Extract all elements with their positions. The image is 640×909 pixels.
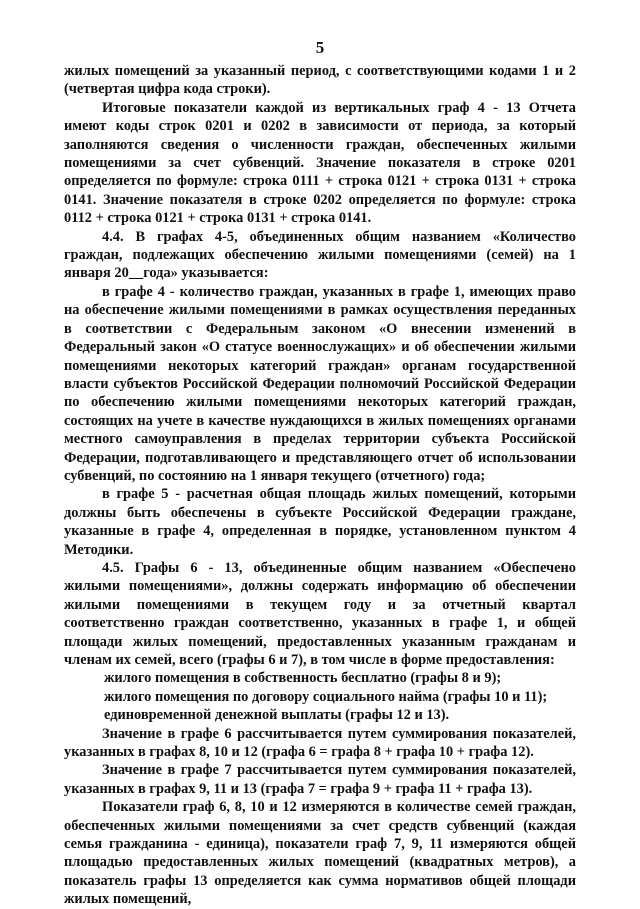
document-body — [64, 62, 576, 909]
paragraph-section-4-5: 4.5. Графы 6 - 13, объединенные общим названием «Обеспечено жилыми помещениями», должны содержать информацию об обеспечении жилыми помещениями в текущем году и за отчетный квартал соответственно граждан соответственно, указанных в графе 1, и общей площади жилых помещений, предоставленных указанным гражданам и членам их семей, всего (графы 6 и 7), в том числе в форме предоставления: — [64, 559, 576, 668]
provision-forms-list — [64, 669, 576, 724]
paragraph-units: Показатели граф 6, 8, 10 и 12 измеряются в количестве семей граждан, обеспеченных жилыми помещениями за счет средств субвенций (каждая семья гражданина - единица), показатели граф 7, 9, 11 измеряются общей площадью предоставленных жилых помещений (квадратных метров), а показатель графы 13 определяется как сумма нормативов общей площади жилых помещений, — [64, 799, 576, 908]
paragraph-column-6-formula: Значение в графе 6 рассчитывается путем суммирования показателей, указанных в графах 8, 10 и 12 (графа 6 = графа 8 + графа 10 + графа 12). — [64, 725, 576, 761]
paragraph-column-4: в графе 4 - количество граждан, указанных в графе 1, имеющих право на обеспечение жилыми помещениями в рамках осуществления переданных в соответствии с Федеральным законом «О внесении изменений в Федеральный закон «О статусе военнослужащих» и об обеспечении жилыми помещениями некоторых категорий граждан» органам государственной власти субъектов Российской Федерации полномочий Российской Федерации по обеспечению жилыми помещениями некоторых категорий граждан, состоящих на учете в качестве нуждающихся в жилых помещениях органами местного самоуправления в пределах территории субъекта Российской Федерации, подготавливающего и представляющего отчет об использовании субвенций, по состоянию на 1 января текущего (отчетного) года; — [64, 283, 576, 484]
page-number: 5 — [315, 38, 325, 57]
paragraph-section-4-4: 4.4. В графах 4-5, объединенных общим названием «Количество граждан, подлежащих обеспечению жилыми помещениями (семей) на 1 января 20__года» указывается: — [64, 228, 576, 282]
paragraph-column-5: в графе 5 - расчетная общая площадь жилых помещений, которыми должны быть обеспечены в субъекте Российской Федерации граждане, указанные в графе 4, определенная в порядке, установленном пунктом 4 Методики. — [64, 486, 576, 558]
list-item: жилого помещения по договору социального найма (графы 10 и 11); — [104, 688, 548, 705]
list-item: жилого помещения в собственность бесплатно (графы 8 и 9); — [104, 670, 502, 687]
paragraph-column-7-formula: Значение в графе 7 рассчитывается путем суммирования показателей, указанных в графах 9, 11 и 13 (графа 7 = графа 9 + графа 11 + графа 13). — [64, 762, 576, 797]
paragraph-continuation: жилых помещений за указанный период, с соответствующими кодами 1 и 2 (четвертая цифра кода строки). — [64, 63, 576, 98]
paragraph-totals: Итоговые показатели каждой из вертикальных граф 4 - 13 Отчета имеют коды строк 0201 и 0202 в зависимости от периода, за который заполняются сведения о численности граждан, обеспеченных жилыми помещениями за счет субвенций. Значение показателя в строке 0201 определяется по формуле: строка 0111 + строка 0121 + строка 0131 + строка 0141. Значение показателя в строке 0202 определяется по формуле: строка 0112 + строка 0121 + строка 0131 + строка 0141. — [64, 99, 576, 227]
list-item: единовременной денежной выплаты (графы 12 и 13). — [104, 707, 450, 724]
